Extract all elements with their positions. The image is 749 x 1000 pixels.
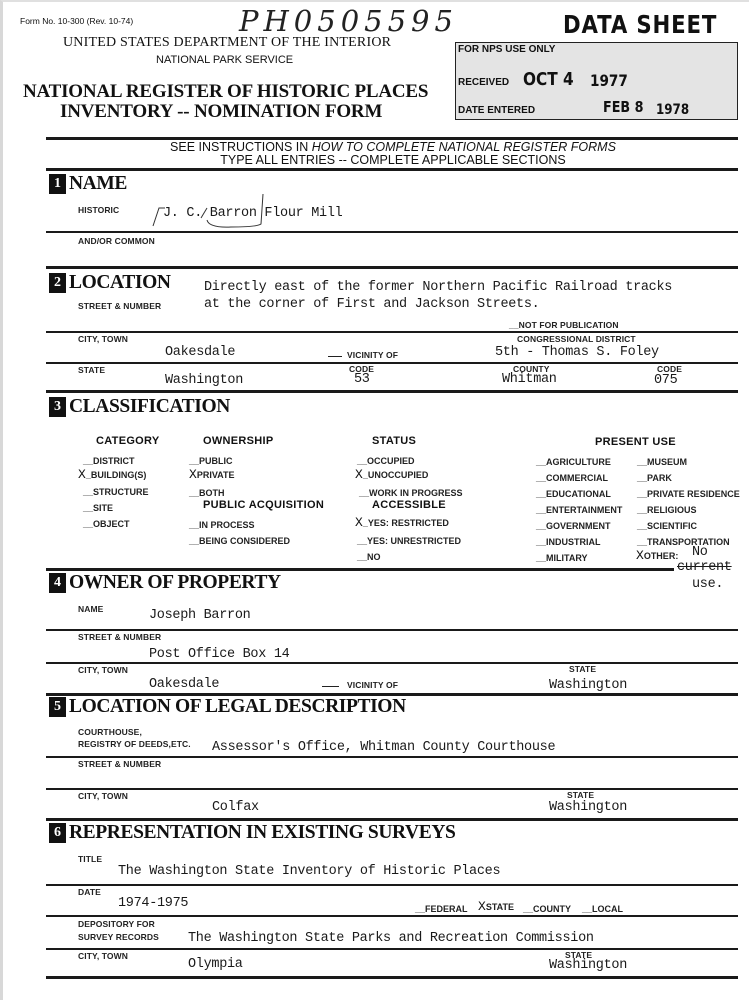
divider [46,231,738,233]
county-code-label: CODE [657,364,682,374]
depository-label-line1: DEPOSITORY FOR [78,919,155,929]
divider [46,362,738,364]
acquisition-option[interactable]: __IN PROCESS [189,520,255,530]
ownership-heading: OWNERSHIP [203,435,274,447]
accessible-option[interactable]: X_YES: RESTRICTED [355,515,449,530]
legal-city-label: CITY, TOWN [78,791,128,801]
present-use-option[interactable]: __GOVERNMENT [536,521,611,531]
present-use-option[interactable]: __MILITARY [536,553,588,563]
owner-city-value[interactable]: Oakesdale [149,677,220,692]
received-date: OCT 4 [523,69,574,90]
date-entered-label: DATE ENTERED [458,105,536,116]
historic-name-value[interactable]: J. C. Barron Flour Mill [163,206,343,221]
city-town-label: CITY, TOWN [78,334,128,344]
present-use-option[interactable]: __AGRICULTURE [536,457,611,467]
data-sheet-stamp: DATA SHEET [563,10,718,39]
form-title-line2: INVENTORY -- NOMINATION FORM [60,101,383,122]
survey-level-option[interactable]: __FEDERAL [415,904,468,914]
handwritten-bracket-annotation [151,194,271,229]
category-option[interactable]: __STRUCTURE [83,487,149,497]
city-value[interactable]: Oakesdale [165,345,236,360]
status-option[interactable]: X_UNOCCUPIED [355,467,429,482]
status-option[interactable]: __WORK IN PROGRESS [359,488,463,498]
instructions-line2: TYPE ALL ENTRIES -- COMPLETE APPLICABLE SECTIONS [220,153,566,167]
service-name: NATIONAL PARK SERVICE [156,54,294,66]
depository-state-label: STATE [565,950,593,960]
date-entered-value: FEB 8 [603,98,644,116]
public-acquisition-heading: PUBLIC ACQUISITION [203,499,325,511]
category-option[interactable]: __SITE [83,503,114,513]
department-name: UNITED STATES DEPARTMENT OF THE INTERIOR [63,35,392,50]
form-title-line1: NATIONAL REGISTER OF HISTORIC PLACES [23,81,429,102]
accessible-option[interactable]: __NO [357,552,381,562]
present-use-option[interactable]: __INDUSTRIAL [536,537,601,547]
accessible-heading: ACCESSIBLE [372,499,446,511]
survey-date-value[interactable]: 1974-1975 [118,896,189,911]
survey-level-option[interactable]: __LOCAL [582,904,624,914]
section-title: NAME [69,173,127,194]
section-title: LOCATION [69,272,171,293]
present-use-option[interactable]: __EDUCATIONAL [536,489,611,499]
divider [46,168,738,171]
divider [46,884,738,886]
section-title: LOCATION OF LEGAL DESCRIPTION [69,696,406,717]
depository-value[interactable]: The Washington State Parks and Recreation Commission [188,931,594,946]
owner-name-value[interactable]: Joseph Barron [149,608,251,623]
form-number: Form No. 10-300 (Rev. 10-74) [20,16,134,26]
legal-state-value[interactable]: Washington [549,800,628,815]
divider [46,818,738,821]
vicinity-label: VICINITY OF [347,350,399,360]
owner-vicinity-label: VICINITY OF [347,680,399,690]
category-option[interactable]: __OBJECT [83,519,130,529]
nps-use-only-box [455,42,738,120]
status-heading: STATUS [372,435,417,447]
present-use-option[interactable]: __PRIVATE RESIDENCE [637,489,740,499]
owner-state-label: STATE [569,664,597,674]
section-6-header [49,822,455,844]
state-code-label: CODE [349,364,374,374]
section-1-header [49,173,127,195]
section-4-header [49,572,281,594]
ownership-option[interactable]: __BOTH [189,488,225,498]
present-use-option[interactable]: __COMMERCIAL [536,473,609,483]
category-option[interactable]: __DISTRICT [83,456,135,466]
section-title: REPRESENTATION IN EXISTING SURVEYS [69,822,456,843]
present-use-heading: PRESENT USE [595,436,676,448]
divider [46,756,738,758]
vicinity-checkbox-line[interactable] [322,686,339,687]
street-number-label: STREET & NUMBER [78,301,162,311]
status-option[interactable]: __OCCUPIED [357,456,415,466]
section-3-header [49,396,230,418]
section-title: OWNER OF PROPERTY [69,572,281,593]
divider [46,331,738,333]
survey-title-label: TITLE [78,854,103,864]
state-code-value[interactable]: 53 [354,372,370,387]
present-use-option[interactable]: __MUSEUM [637,457,688,467]
street-value-line2[interactable]: at the corner of First and Jackson Streets. [204,297,540,312]
other-use-value-line1[interactable]: No [692,545,708,560]
accessible-option[interactable]: __YES: UNRESTRICTED [357,536,462,546]
present-use-option[interactable]: __ENTERTAINMENT [536,505,623,515]
congressional-district-value[interactable]: 5th - Thomas S. Foley [495,345,659,360]
owner-street-label: STREET & NUMBER [78,632,162,642]
street-value-line1[interactable]: Directly east of the former Northern Pacific Railroad tracks [204,280,673,295]
category-heading: CATEGORY [96,435,160,447]
courthouse-value[interactable]: Assessor's Office, Whitman County Courthouse [212,740,556,755]
present-use-option[interactable]: __RELIGIOUS [637,505,697,515]
ownership-option[interactable]: __PUBLIC [189,456,233,466]
congressional-district-label: CONGRESSIONAL DISTRICT [517,334,636,344]
courthouse-label-line1: COURTHOUSE, [78,727,142,737]
owner-state-value[interactable]: Washington [549,678,628,693]
ownership-option[interactable]: XPRIVATE [189,467,235,482]
depository-city-value[interactable]: Olympia [188,957,243,972]
section-number-badge: 5 [49,697,66,717]
survey-title-value[interactable]: The Washington State Inventory of Historic Places [118,864,501,879]
divider [46,629,738,631]
vicinity-checkbox-line[interactable] [328,356,342,357]
present-use-option[interactable]: __SCIENTIFIC [637,521,698,531]
section-5-header [49,696,406,718]
depository-state-value[interactable]: Washington [549,958,628,973]
nps-box-heading: FOR NPS USE ONLY [458,44,556,55]
state-label: STATE [78,365,106,375]
section-title: CLASSIFICATION [69,396,230,417]
divider [46,568,674,571]
received-label: RECEIVED [458,77,510,88]
other-use-value-line3[interactable]: use. [692,577,724,592]
divider [46,976,738,979]
divider [46,788,738,790]
courthouse-label-line2: REGISTRY OF DEEDS,ETC. [78,739,191,749]
section-number-badge: 2 [49,273,66,293]
common-name-label: AND/OR COMMON [78,236,155,246]
received-year: 1977 [590,71,628,90]
category-option[interactable]: X_BUILDING(S) [78,467,147,482]
divider [46,948,738,950]
county-label: COUNTY [513,364,550,374]
other-use-value-line2[interactable]: current [677,560,732,575]
divider [46,390,738,393]
depository-label-line2: SURVEY RECORDS [78,932,159,942]
acquisition-option[interactable]: __BEING CONSIDERED [189,536,291,546]
county-value[interactable]: Whitman [502,372,557,387]
owner-name-label: NAME [78,604,104,614]
present-use-option[interactable]: __TRANSPORTATION [637,537,730,547]
county-code-value[interactable]: 075 [654,373,678,388]
instructions-line1: SEE INSTRUCTIONS IN HOW TO COMPLETE NATIONAL REGISTER FORMS [170,140,616,154]
section-number-badge: 3 [49,397,66,417]
legal-street-label: STREET & NUMBER [78,759,162,769]
section-number-badge: 4 [49,573,66,593]
owner-city-label: CITY, TOWN [78,665,128,675]
section-2-header [49,272,171,294]
handwritten-reference-number: PH0505595 [239,4,458,38]
divider [46,266,738,269]
divider [46,915,738,917]
survey-date-label: DATE [78,887,101,897]
survey-level-option[interactable]: __COUNTY [523,904,572,914]
present-use-option[interactable]: __PARK [637,473,672,483]
legal-city-value[interactable]: Colfax [212,800,259,815]
present-use-option-other[interactable]: XOTHER: [636,548,679,563]
not-for-publication-checkbox[interactable]: __NOT FOR PUBLICATION [509,320,619,330]
survey-level-option[interactable]: XSTATE [478,899,514,914]
depository-city-label: CITY, TOWN [78,951,128,961]
date-entered-year: 1978 [656,102,690,118]
legal-state-label: STATE [567,790,595,800]
section-number-badge: 1 [49,174,66,194]
state-value[interactable]: Washington [165,373,244,388]
owner-street-value[interactable]: Post Office Box 14 [149,647,290,662]
historic-label: HISTORIC [78,205,120,215]
section-number-badge: 6 [49,823,66,843]
divider [46,662,738,664]
